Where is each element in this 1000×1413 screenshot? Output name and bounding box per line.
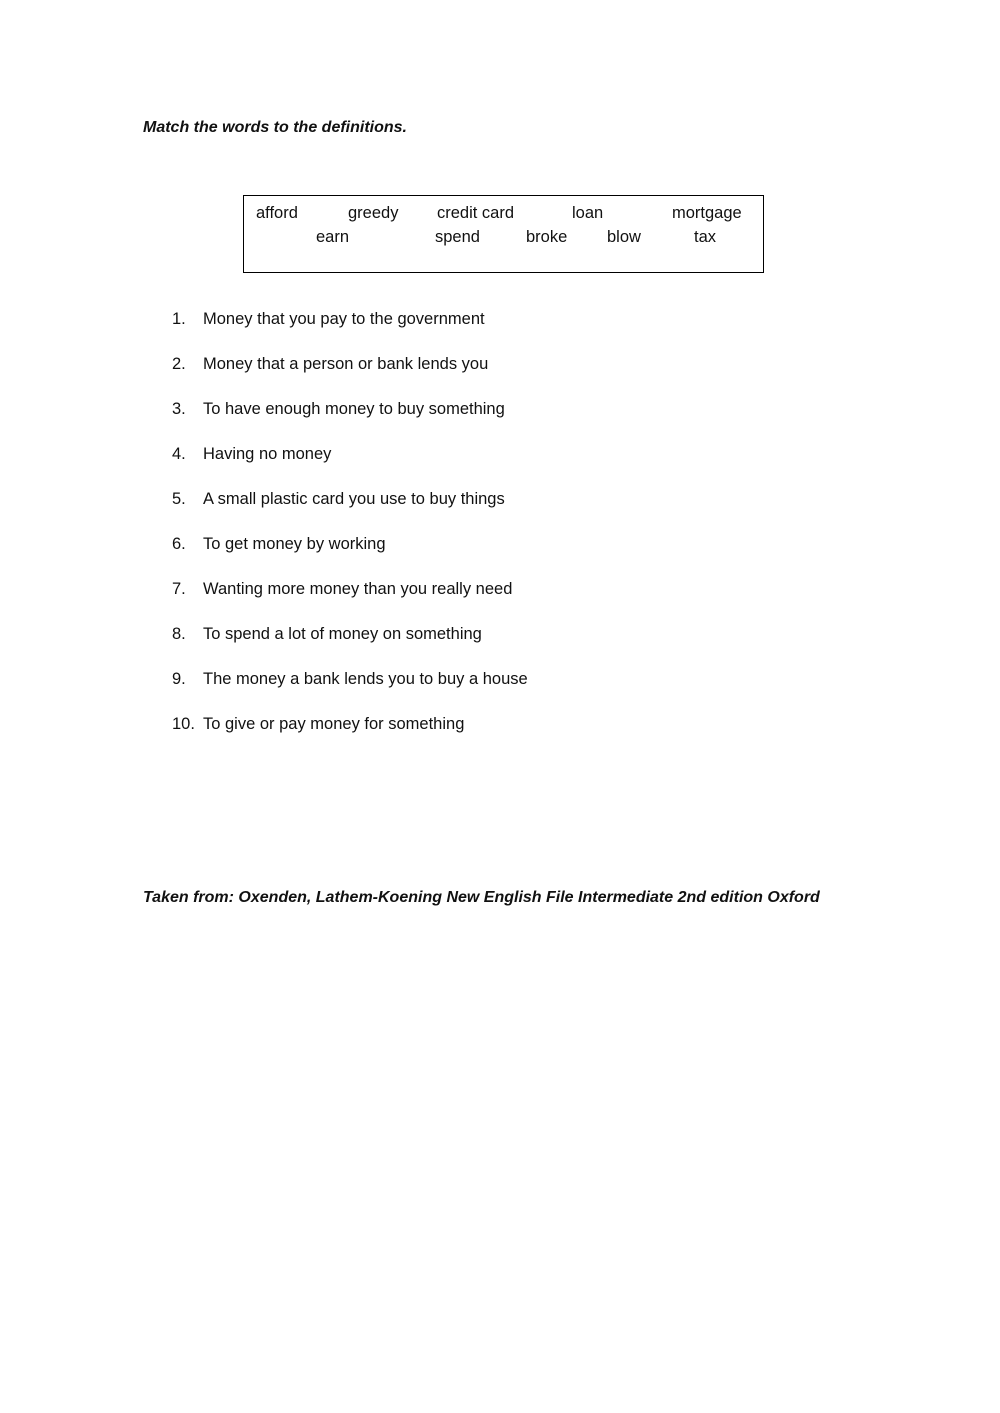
- definition-number: 5.: [172, 490, 186, 508]
- word-bank-word: greedy: [348, 204, 399, 222]
- definition-number: 3.: [172, 400, 186, 418]
- word-bank-word: afford: [256, 204, 298, 222]
- definition-number: 7.: [172, 580, 186, 598]
- word-bank-word: blow: [607, 228, 641, 246]
- definition-text: Money that a person or bank lends you: [203, 355, 489, 373]
- definition-number: 8.: [172, 625, 186, 643]
- definition-number: 6.: [172, 535, 186, 553]
- definition-text: Wanting more money than you really need: [203, 580, 513, 598]
- word-bank-word: spend: [435, 228, 480, 246]
- word-bank-word: tax: [694, 228, 717, 246]
- definition-text: To spend a lot of money on something: [203, 625, 482, 643]
- definition-number: 10.: [172, 715, 195, 733]
- definition-number: 4.: [172, 445, 186, 463]
- word-bank-word: earn: [316, 228, 350, 246]
- word-bank-box: [243, 195, 764, 273]
- definition-text: To have enough money to buy something: [203, 400, 505, 418]
- definition-text: To get money by working: [203, 535, 386, 553]
- source-citation: Taken from: Oxenden, Lathem-Koening New English File Intermediate 2nd edition Oxford: [143, 889, 820, 906]
- word-bank-word: broke: [526, 228, 568, 246]
- instruction-heading: Match the words to the definitions.: [143, 119, 407, 136]
- definition-text: To give or pay money for something: [203, 715, 465, 733]
- definition-number: 1.: [172, 310, 186, 328]
- definition-text: Having no money: [203, 445, 332, 463]
- word-bank-word: credit card: [437, 204, 515, 222]
- definition-text: A small plastic card you use to buy things: [203, 490, 505, 508]
- definition-number: 2.: [172, 355, 186, 373]
- definition-text: The money a bank lends you to buy a house: [203, 670, 528, 688]
- word-bank-word: mortgage: [672, 204, 742, 222]
- definition-text: Money that you pay to the government: [203, 310, 485, 328]
- definition-number: 9.: [172, 670, 186, 688]
- word-bank-word: loan: [572, 204, 604, 222]
